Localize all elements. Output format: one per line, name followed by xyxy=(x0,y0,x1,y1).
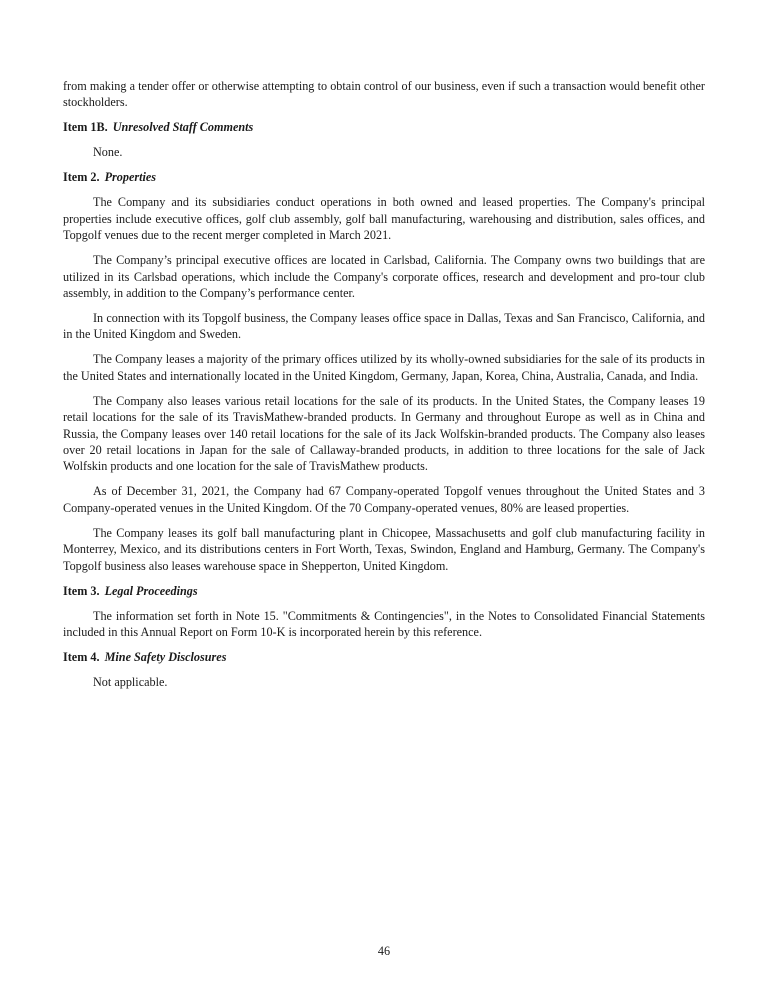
page-number: 46 xyxy=(377,944,391,958)
paragraph-topgolf-offices: In connection with its Topgolf business, the Company leases office space in Dallas, Texas and San Francisco, California, and in the United Kingdom and Sweden. xyxy=(63,311,705,342)
document-page xyxy=(63,78,705,699)
item-label: Item 3. xyxy=(63,583,100,598)
section-title: Legal Proceedings xyxy=(104,583,198,598)
continuation-paragraph: from making a tender offer or otherwise attempting to obtain control of our business, even if such a transaction would benefit other stockholders. xyxy=(63,79,705,110)
paragraph-subsidiary-offices: The Company leases a majority of the primary offices utilized by its wholly-owned subsidiaries for the sale of its products in the United States and internationally located in the United Kingdom, Germany, Japan, Korea, China, Australia, Canada, and India. xyxy=(63,352,705,383)
paragraph-retail-locations: The Company also leases various retail locations for the sale of its products. In the United States, the Company leases 19 retail locations for the sale of its TravisMathew-branded products. In Germany and throughout Europe as well as in China and Russia, the Company leases over 140 retail locations for the sale of its Jack Wolfskin-branded products. The Company also leases over 20 retail locations in Japan for the sale of Callaway-branded products, in addition to three locations for the sale of Jack Wolfskin products and one location for the sale of TravisMathew products. xyxy=(63,393,705,474)
section-heading-item-4 xyxy=(63,649,705,665)
section-title: Unresolved Staff Comments xyxy=(112,120,254,135)
paragraph-properties-overview: The Company and its subsidiaries conduct operations in both owned and leased properties. The Company's principal properties include executive offices, golf club assembly, golf ball manufacturing, warehousing and distribution, sales offices, and Topgolf venues due to the recent merger completed in March 2021. xyxy=(63,195,705,243)
paragraph-none: None. xyxy=(93,145,123,160)
section-title: Properties xyxy=(104,170,157,185)
paragraph-executive-offices: The Company’s principal executive offices are located in Carlsbad, California. The Company owns two buildings that are utilized in its Carlsbad operations, which include the Company's corporate offices, research and development and pro-tour club assembly, in addition to the Company’s performance center. xyxy=(63,253,705,301)
item-label: Item 1B. xyxy=(63,120,108,135)
paragraph-legal-proceedings: The information set forth in Note 15. "Commitments & Contingencies", in the Notes to Consolidated Financial Statements included in this Annual Report on Form 10-K is incorporated herein by this reference. xyxy=(63,608,705,640)
item-label: Item 2. xyxy=(63,170,100,185)
section-heading-item-1b xyxy=(63,119,705,135)
paragraph-manufacturing-distribution: The Company leases its golf ball manufacturing plant in Chicopee, Massachusetts and golf club manufacturing facility in Monterrey, Mexico, and its distributions centers in Fort Worth, Texas, Swindon, England and Hamburg, Germany. The Company's Topgolf business also leases warehouse space in Shepperton, United Kingdom. xyxy=(63,525,705,573)
section-title: Mine Safety Disclosures xyxy=(104,650,227,665)
paragraph-topgolf-venues: As of December 31, 2021, the Company had 67 Company-operated Topgolf venues throughout the United States and 3 Company-operated venues in the United Kingdom. Of the 70 Company-operated venues, 80% are leased properties. xyxy=(63,484,705,515)
paragraph-not-applicable: Not applicable. xyxy=(93,675,168,690)
section-heading-item-3 xyxy=(63,583,705,599)
item-label: Item 4. xyxy=(63,650,100,665)
section-heading-item-2 xyxy=(63,169,705,185)
